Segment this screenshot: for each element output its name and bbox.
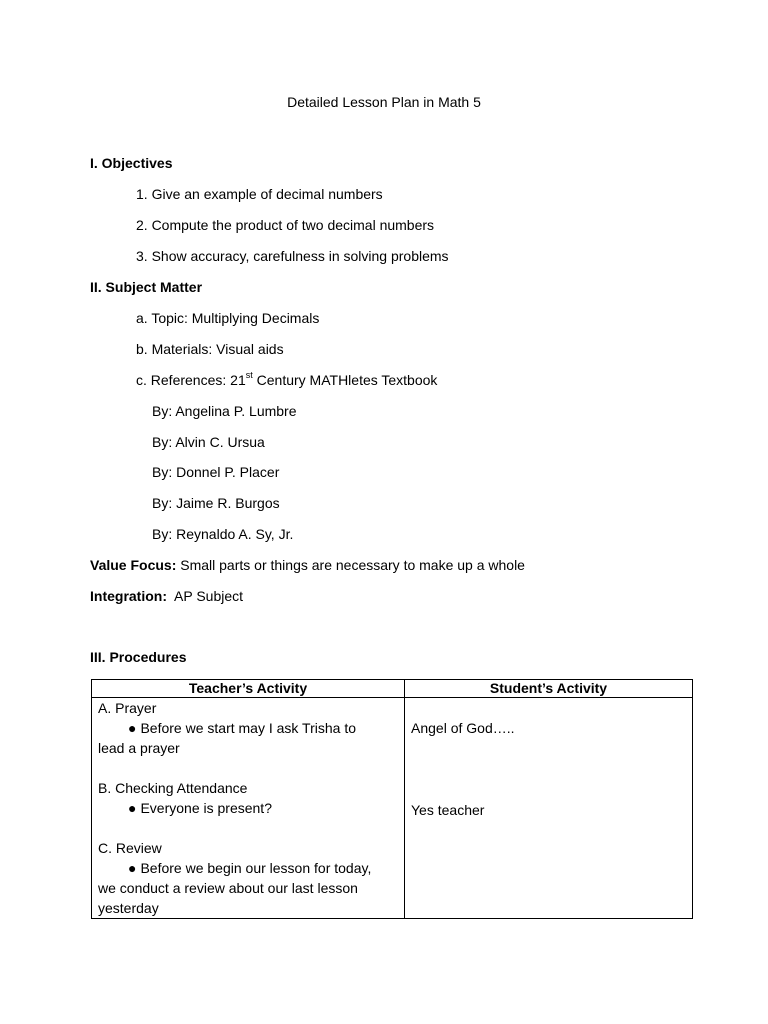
teacher-activity-header: Teacher’s Activity (92, 680, 405, 698)
procedures-table (91, 679, 693, 919)
spacer (98, 818, 398, 838)
objective-item: 2. Compute the product of two decimal numbers (136, 217, 435, 233)
student-activity-cell (405, 698, 693, 919)
document-title: Detailed Lesson Plan in Math 5 (287, 94, 481, 110)
author-line: By: Angelina P. Lumbre (152, 403, 297, 419)
teacher-activity-cell (92, 698, 405, 919)
bullet-icon: ● (128, 720, 137, 736)
spacer (411, 758, 686, 778)
student-response: Yes teacher (411, 802, 485, 818)
teacher-bullet-line (98, 858, 398, 878)
author-line: By: Reynaldo A. Sy, Jr. (152, 526, 294, 542)
references-line (136, 371, 437, 389)
spacer (411, 698, 686, 718)
section-label: C. Review (98, 840, 162, 856)
teacher-text-continued: yesterday (98, 900, 159, 916)
author-line: By: Alvin C. Ursua (152, 434, 265, 450)
integration-text: AP Subject (167, 588, 244, 604)
section-label: B. Checking Attendance (98, 780, 248, 796)
section-label: A. Prayer (98, 700, 157, 716)
spacer (411, 738, 686, 758)
references-prefix: c. References: 21 (136, 372, 246, 388)
bullet-icon: ● (128, 800, 137, 816)
spacer (98, 758, 398, 778)
value-focus-line (90, 556, 525, 574)
table-row (92, 698, 693, 919)
value-focus-text: Small parts or things are necessary to make up a whole (176, 557, 525, 573)
topic-line: a. Topic: Multiplying Decimals (136, 310, 320, 326)
teacher-text-continued: lead a prayer (98, 740, 180, 756)
value-focus-label: Value Focus: (90, 557, 177, 573)
author-line: By: Jaime R. Burgos (152, 495, 280, 511)
teacher-text: Before we start may I ask Trisha to (140, 720, 356, 736)
teacher-text: Everyone is present? (140, 800, 272, 816)
teacher-bullet-line (98, 798, 398, 818)
integration-line (90, 587, 243, 605)
references-superscript: st (245, 370, 253, 381)
teacher-text: Before we begin our lesson for today, (140, 860, 372, 876)
materials-line: b. Materials: Visual aids (136, 341, 284, 357)
subject-matter-heading: II. Subject Matter (90, 279, 203, 295)
student-activity-header: Student’s Activity (405, 680, 693, 698)
integration-label: Integration: (90, 588, 167, 604)
bullet-icon: ● (128, 860, 137, 876)
procedures-heading: III. Procedures (90, 649, 187, 665)
teacher-bullet-line (98, 718, 398, 738)
references-suffix: Century MATHletes Textbook (252, 372, 438, 388)
table-header-row (92, 680, 693, 698)
spacer (411, 778, 686, 798)
teacher-text-continued: we conduct a review about our last lesson (98, 880, 358, 896)
objective-item: 3. Show accuracy, carefulness in solving problems (136, 248, 449, 264)
author-line: By: Donnel P. Placer (152, 464, 280, 480)
objectives-heading: I. Objectives (90, 155, 173, 171)
student-response: Angel of God….. (411, 720, 515, 736)
objective-item: 1. Give an example of decimal numbers (136, 186, 383, 202)
